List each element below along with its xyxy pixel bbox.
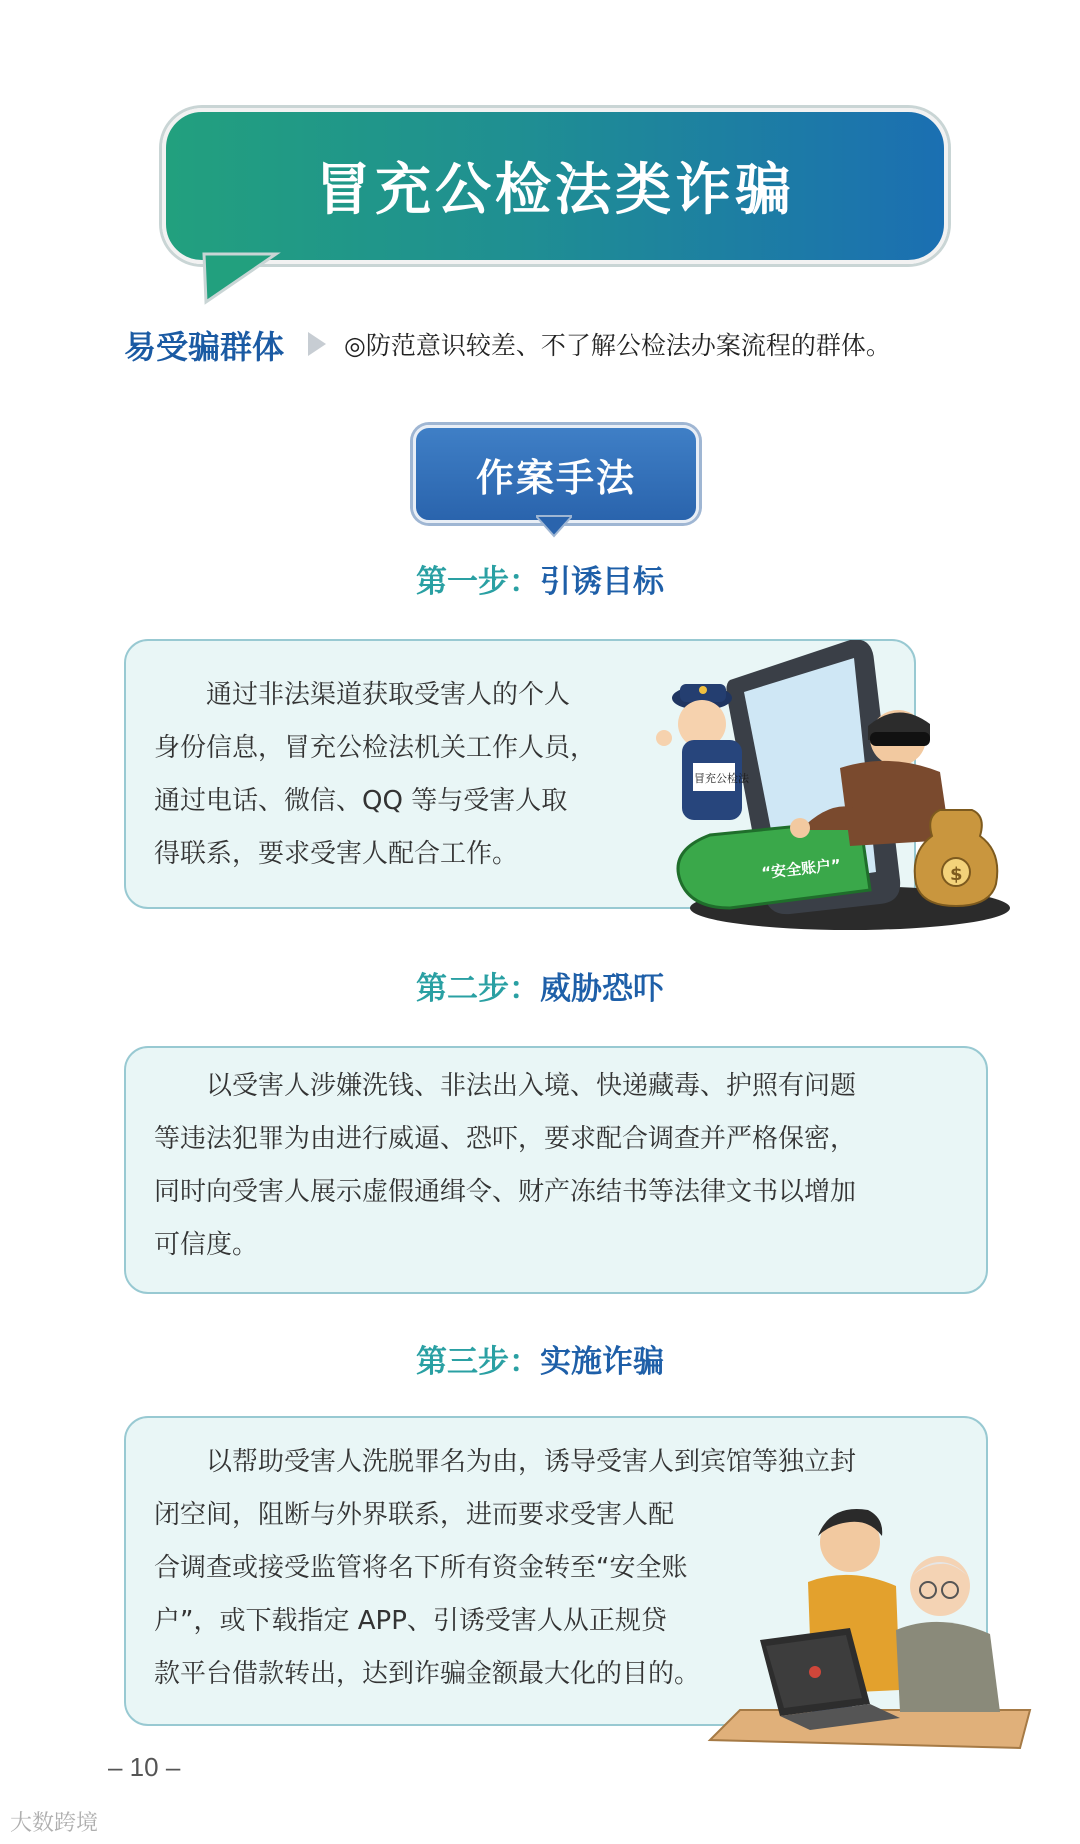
step-2-line-3: 同时向受害人展示虚假通缉令、财产冻结书等法律文书以增加 bbox=[154, 1177, 857, 1207]
step-1-title: 引诱目标 bbox=[540, 564, 664, 600]
vulnerable-group-text: ◎防范意识较差、不了解公检法办案流程的群体。 bbox=[344, 331, 891, 360]
step-3-prefix: 第三步： bbox=[416, 1344, 540, 1380]
scam-phone-illustration bbox=[640, 640, 1010, 940]
account-label: “安全账户” bbox=[760, 855, 842, 882]
step-3-heading bbox=[0, 1336, 1080, 1381]
method-label: 作案手法 bbox=[475, 454, 636, 500]
badge-label: 冒充公检法 bbox=[694, 772, 749, 785]
money-symbol: $ bbox=[950, 864, 963, 885]
step-1-line-2: 身份信息，冒充公检法机关工作人员， bbox=[154, 733, 597, 763]
triangle-right-icon bbox=[306, 330, 328, 358]
page-title: 冒充公检法类诈骗 bbox=[315, 157, 795, 223]
method-pointer-icon bbox=[536, 514, 572, 538]
step-2-line-1: 以受害人涉嫌洗钱、非法出入境、快递藏毒、护照有问题 bbox=[206, 1071, 857, 1101]
step-3-line-1: 以帮助受害人洗脱罪名为由，诱导受害人到宾馆等独立封 bbox=[206, 1447, 857, 1477]
elderly-laptop-illustration bbox=[700, 1490, 1040, 1760]
title-banner bbox=[162, 108, 948, 264]
step-2-prefix: 第二步： bbox=[416, 971, 540, 1007]
step-3-line-5: 款平台借款转出，达到诈骗金额最大化的目的。 bbox=[154, 1659, 701, 1689]
step-1-prefix: 第一步： bbox=[416, 564, 540, 600]
banner-tail-icon bbox=[196, 250, 286, 310]
step-1-line-1: 通过非法渠道获取受害人的个人 bbox=[206, 680, 571, 710]
account-arrow-icon bbox=[678, 820, 870, 908]
step-2-box bbox=[124, 1046, 988, 1294]
step-2-line-2: 等违法犯罪为由进行威逼、恐吓，要求配合调查并严格保密， bbox=[154, 1124, 857, 1154]
step-3-line-4: 户”，或下载指定 APP、引诱受害人从正规贷 bbox=[154, 1606, 667, 1636]
step-3-line-2: 闭空间，阻断与外界联系，进而要求受害人配 bbox=[154, 1500, 675, 1530]
step-1-line-3: 通过电话、微信、QQ 等与受害人取 bbox=[154, 786, 568, 816]
step-2-heading bbox=[0, 963, 1080, 1008]
elderly-man-icon bbox=[896, 1556, 1000, 1712]
step-3-line-3: 合调查或接受监管将名下所有资金转至“安全账 bbox=[154, 1553, 688, 1583]
step-3-title: 实施诈骗 bbox=[540, 1344, 664, 1380]
watermark: 大数跨境 bbox=[10, 1811, 99, 1836]
step-2-line-4: 可信度。 bbox=[154, 1230, 259, 1260]
step-1-line-4: 得联系，要求受害人配合工作。 bbox=[154, 839, 519, 869]
vulnerable-group-label: 易受骗群体 bbox=[124, 328, 285, 366]
page-number: – 10 – bbox=[108, 1752, 181, 1782]
step-1-heading bbox=[0, 556, 1080, 601]
step-2-title: 威胁恐吓 bbox=[540, 971, 664, 1007]
method-box bbox=[413, 425, 699, 523]
